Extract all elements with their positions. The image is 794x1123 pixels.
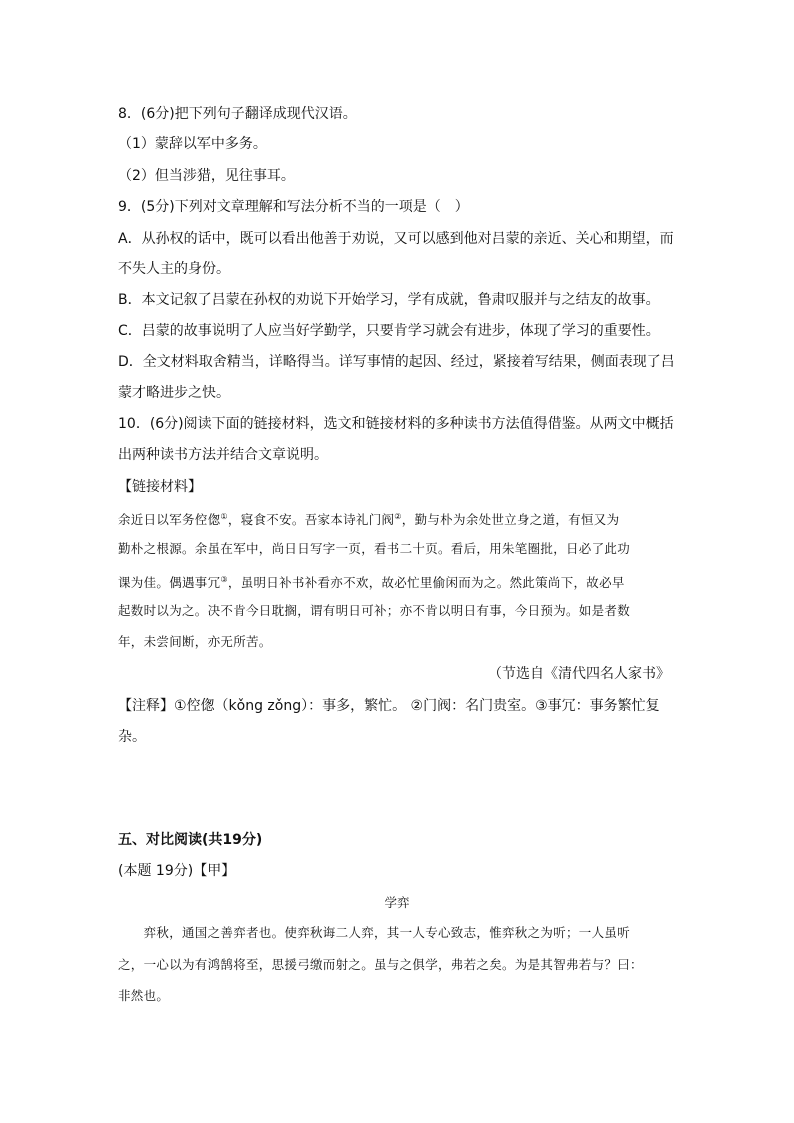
q8-title: 8．(6分)把下列句子翻译成现代汉语。 — [118, 106, 357, 122]
q9-title: 9．(5分)下列对文章理解和写法分析不当的一项是（ ） — [118, 199, 469, 215]
q8-item-1: （1）蒙辞以军中多务。 — [118, 136, 267, 152]
article-paragraph-line: 弈秋，通国之善弈者也。使弈秋诲二人弈，其一人专心致志，惟弈秋之为听；一人虽听 — [118, 925, 631, 940]
section-subheading: (本题 19分)【甲】 — [118, 863, 236, 879]
q10-title-line1: 10．(6分)阅读下面的链接材料，选文和链接材料的多种读书方法值得借鉴。从两文中概括 — [118, 416, 674, 432]
q9-option-d-line1: D．全文材料取舍精当，详略得当。详写事情的起因、经过，紧接着写结果，侧面表现了吕 — [118, 354, 675, 370]
passage-source: （节选自《清代四名人家书》 — [488, 666, 670, 682]
q9-option-b: B．本文记叙了吕蒙在孙权的劝说下开始学习，学有成就，鲁肃叹服并与之结友的故事。 — [118, 292, 660, 308]
passage-line: 起数时以为之。决不肯今日耽搁，谓有明日可补；亦不肯以明日有事，今日预为。如是者数 — [118, 603, 631, 618]
section-heading: 五、对比阅读(共19分) — [118, 832, 263, 848]
q9-option-a-line1: A．从孙权的话中，既可以看出他善于劝说，又可以感到他对吕蒙的亲近、关心和期望，而 — [118, 231, 674, 247]
q9-option-d-line2: 蒙才略进步之快。 — [118, 385, 230, 401]
passage-line: 余近日以军务倥偬①，寝食不安。吾家本诗礼门阀②，勤与朴为余处世立身之道，有恒又为 — [118, 512, 620, 528]
q8-item-2: （2）但当涉猎，见往事耳。 — [118, 168, 295, 184]
link-material-heading: 【链接材料】 — [118, 479, 202, 495]
q9-option-c: C．吕蒙的故事说明了人应当好学勤学，只要肯学习就会有进步，体现了学习的重要性。 — [118, 323, 660, 339]
article-title: 学弈 — [384, 895, 410, 910]
passage-line: 勤朴之根源。余虽在军中，尚日日写字一页，看书二十页。看后，用朱笔圈批，日必了此功 — [118, 541, 631, 556]
notes-line2: 杂。 — [118, 729, 146, 745]
q10-title-line2: 出两种读书方法并结合文章说明。 — [118, 447, 328, 463]
article-paragraph-line: 非然也。 — [118, 988, 170, 1003]
passage-line: 年，未尝间断，亦无所苦。 — [118, 634, 272, 649]
passage-line: 课为佳。偶遇事冗③，虽明日补书补看亦不欢，故必忙里偷闲而为之。然此策尚下，故必早 — [118, 575, 625, 591]
notes-line1: 【注释】①倥偬（kǒng zǒng）：事多，繁忙。 ②门阀：名门贵室。③事冗：事务繁忙复 — [118, 698, 660, 714]
q9-option-a-line2: 不失人主的身份。 — [118, 261, 230, 277]
article-paragraph-line: 之，一心以为有鸿鹄将至，思援弓缴而射之。虽与之俱学，弗若之矣。为是其智弗若与？曰： — [118, 957, 643, 972]
